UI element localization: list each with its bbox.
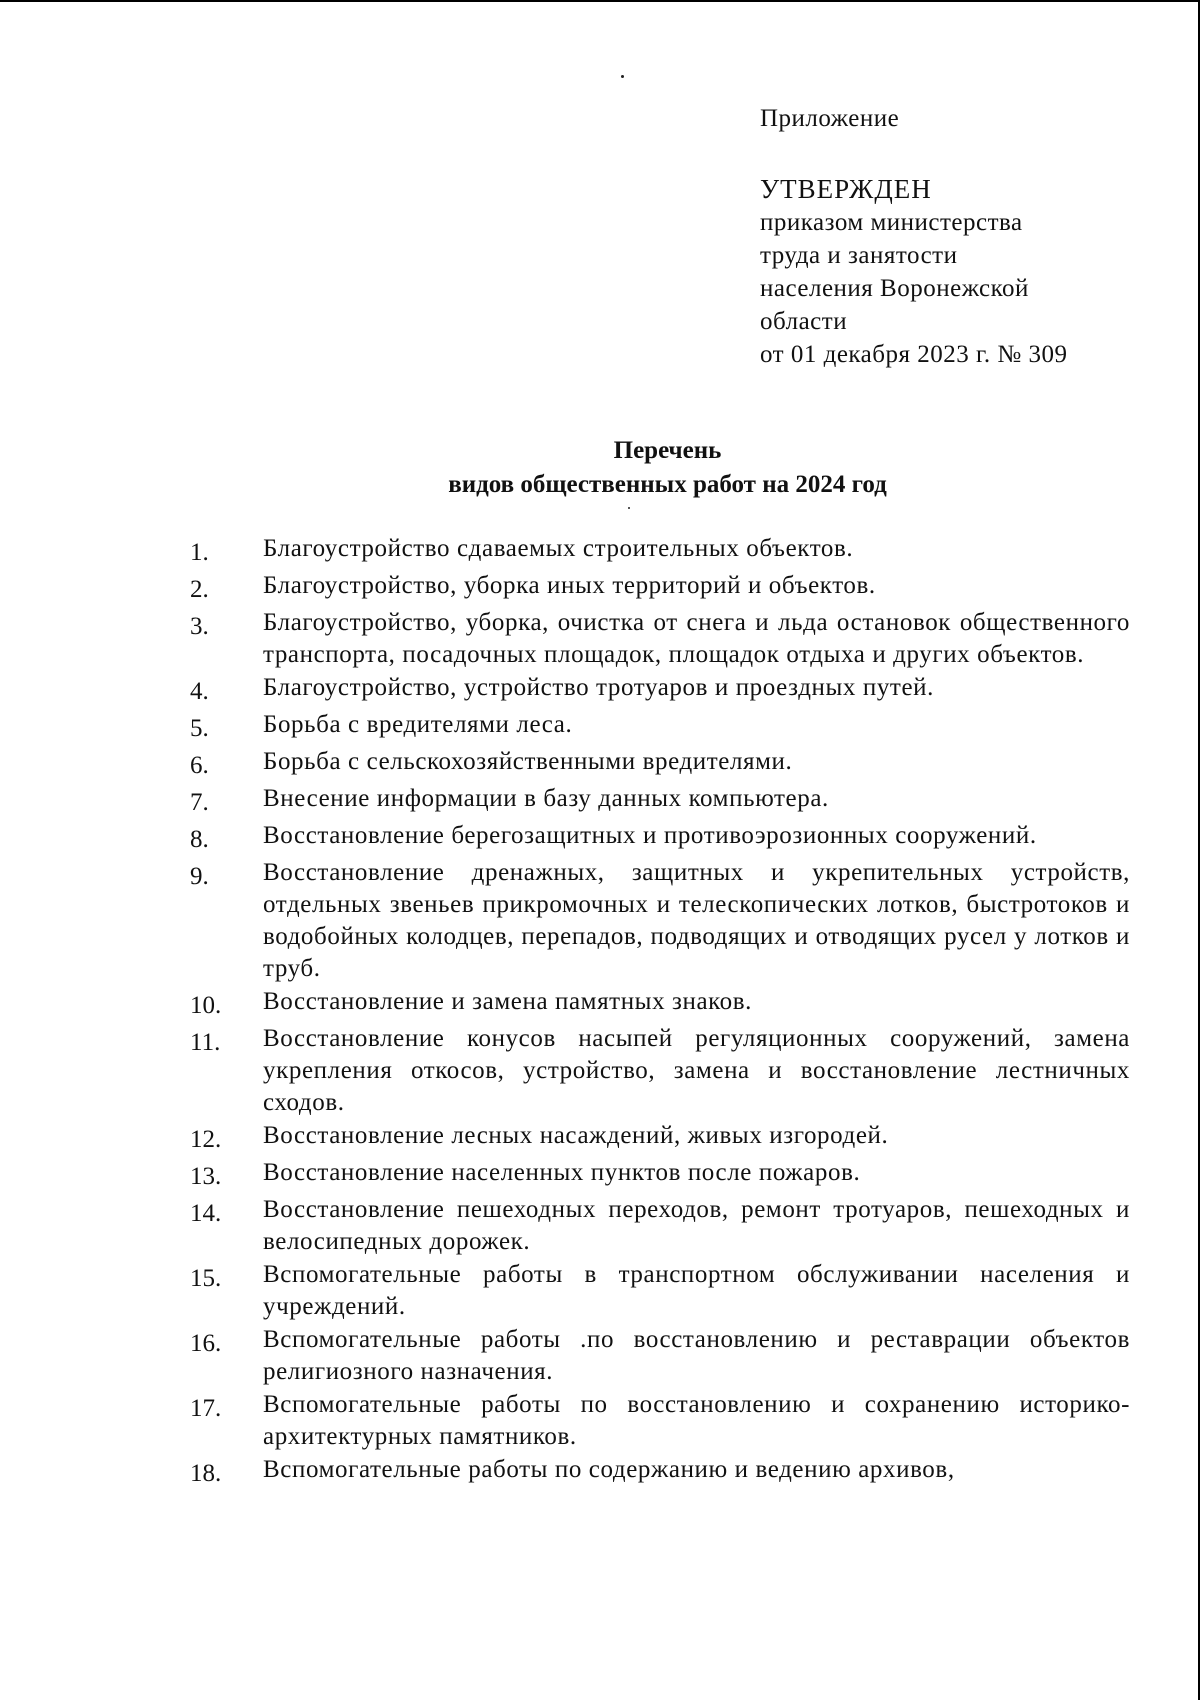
document-title xyxy=(0,434,1200,502)
approval-line: населения Воронежской xyxy=(760,275,1029,302)
works-list xyxy=(190,533,1130,1491)
list-item-number: 13. xyxy=(190,1163,222,1190)
list-item-number: 12. xyxy=(190,1126,222,1153)
list-item-number: 8. xyxy=(190,826,209,853)
list-item-text: Благоустройство, уборка, очистка от снега и льда остановок общественного транспорта, посадочных площадок, площадок отдыха и других объектов. xyxy=(263,609,1130,668)
list-item xyxy=(190,746,1130,782)
list-item-number: 6. xyxy=(190,752,209,779)
list-item-number: 2. xyxy=(190,576,209,603)
list-item-number: 16. xyxy=(190,1330,222,1357)
approved-label: УТВЕРЖДЕН xyxy=(760,174,932,204)
list-item-text: Вспомогательные работы в транспортном обслуживании населения и учреждений. xyxy=(263,1261,1130,1320)
list-item xyxy=(190,570,1130,606)
list-item xyxy=(190,986,1130,1022)
list-item xyxy=(190,1389,1130,1453)
list-item-text: Борьба с сельскохозяйственными вредителями. xyxy=(263,748,793,775)
list-item xyxy=(190,1120,1130,1156)
list-item-text: Благоустройство, уборка иных территорий и объектов. xyxy=(263,572,876,599)
list-item-text: Восстановление берегозащитных и противоэрозионных сооружений. xyxy=(263,822,1037,849)
list-item xyxy=(190,709,1130,745)
scan-speck xyxy=(628,507,630,509)
list-item-text: Восстановление дренажных, защитных и укрепительных устройств, отдельных звеньев прикромочных и телескопических лотков, быстротоков и водобойных колодцев, перепадов, подводящих и отводящих русел у лотков и труб. xyxy=(263,859,1130,982)
list-item-text: Восстановление населенных пунктов после пожаров. xyxy=(263,1159,861,1186)
list-item-number: 5. xyxy=(190,715,209,742)
list-item xyxy=(190,857,1130,985)
list-item-number: 7. xyxy=(190,789,209,816)
scan-speck xyxy=(621,75,624,78)
list-item xyxy=(190,1259,1130,1323)
list-item xyxy=(190,1157,1130,1193)
list-item-text: Внесение информации в базу данных компьютера. xyxy=(263,785,829,812)
list-item-number: 18. xyxy=(190,1460,222,1487)
list-item-number: 9. xyxy=(190,863,209,890)
title-line-2: видов общественных работ на 2024 год xyxy=(448,471,887,498)
list-item xyxy=(190,1454,1130,1490)
list-item-text: Благоустройство сдаваемых строительных объектов. xyxy=(263,535,854,562)
approval-order-number: от 01 декабря 2023 г. № 309 xyxy=(760,341,1068,368)
list-item-text: Восстановление пешеходных переходов, ремонт тротуаров, пешеходных и велосипедных дорожек. xyxy=(263,1196,1130,1255)
list-item-number: 15. xyxy=(190,1265,222,1292)
list-item-text: Восстановление лесных насаждений, живых изгородей. xyxy=(263,1122,889,1149)
list-item-text: Вспомогательные работы .по восстановлению и реставрации объектов религиозного назначения. xyxy=(263,1326,1130,1385)
list-item-text: Благоустройство, устройство тротуаров и проездных путей. xyxy=(263,674,934,701)
list-item xyxy=(190,533,1130,569)
list-item xyxy=(190,607,1130,671)
list-item xyxy=(190,1023,1130,1119)
approval-line: области xyxy=(760,308,848,335)
list-item xyxy=(190,820,1130,856)
list-item-text: Восстановление и замена памятных знаков. xyxy=(263,988,753,1015)
list-item-number: 10. xyxy=(190,992,222,1019)
list-item-number: 3. xyxy=(190,613,209,640)
approval-line: приказом министерства xyxy=(760,209,1023,236)
approval-block xyxy=(760,102,1180,371)
list-item-number: 14. xyxy=(190,1200,222,1227)
approval-line: труда и занятости xyxy=(760,242,958,269)
list-item-number: 11. xyxy=(190,1029,221,1056)
list-item-number: 17. xyxy=(190,1395,222,1422)
list-item-text: Вспомогательные работы по содержанию и ведению архивов, xyxy=(263,1456,955,1483)
list-item-text: Вспомогательные работы по восстановлению и сохранению историко-архитектурных памятников. xyxy=(263,1391,1130,1450)
list-item xyxy=(190,672,1130,708)
title-line-1: Перечень xyxy=(613,437,722,464)
list-item-number: 4. xyxy=(190,678,209,705)
list-item-text: Восстановление конусов насыпей регуляционных сооружений, замена укрепления откосов, устройство, замена и восстановление лестничных сходов. xyxy=(263,1025,1130,1116)
annex-label: Приложение xyxy=(760,105,900,132)
list-item xyxy=(190,783,1130,819)
list-item-number: 1. xyxy=(190,539,209,566)
list-item-text: Борьба с вредителями леса. xyxy=(263,711,573,738)
list-item xyxy=(190,1194,1130,1258)
list-item xyxy=(190,1324,1130,1388)
